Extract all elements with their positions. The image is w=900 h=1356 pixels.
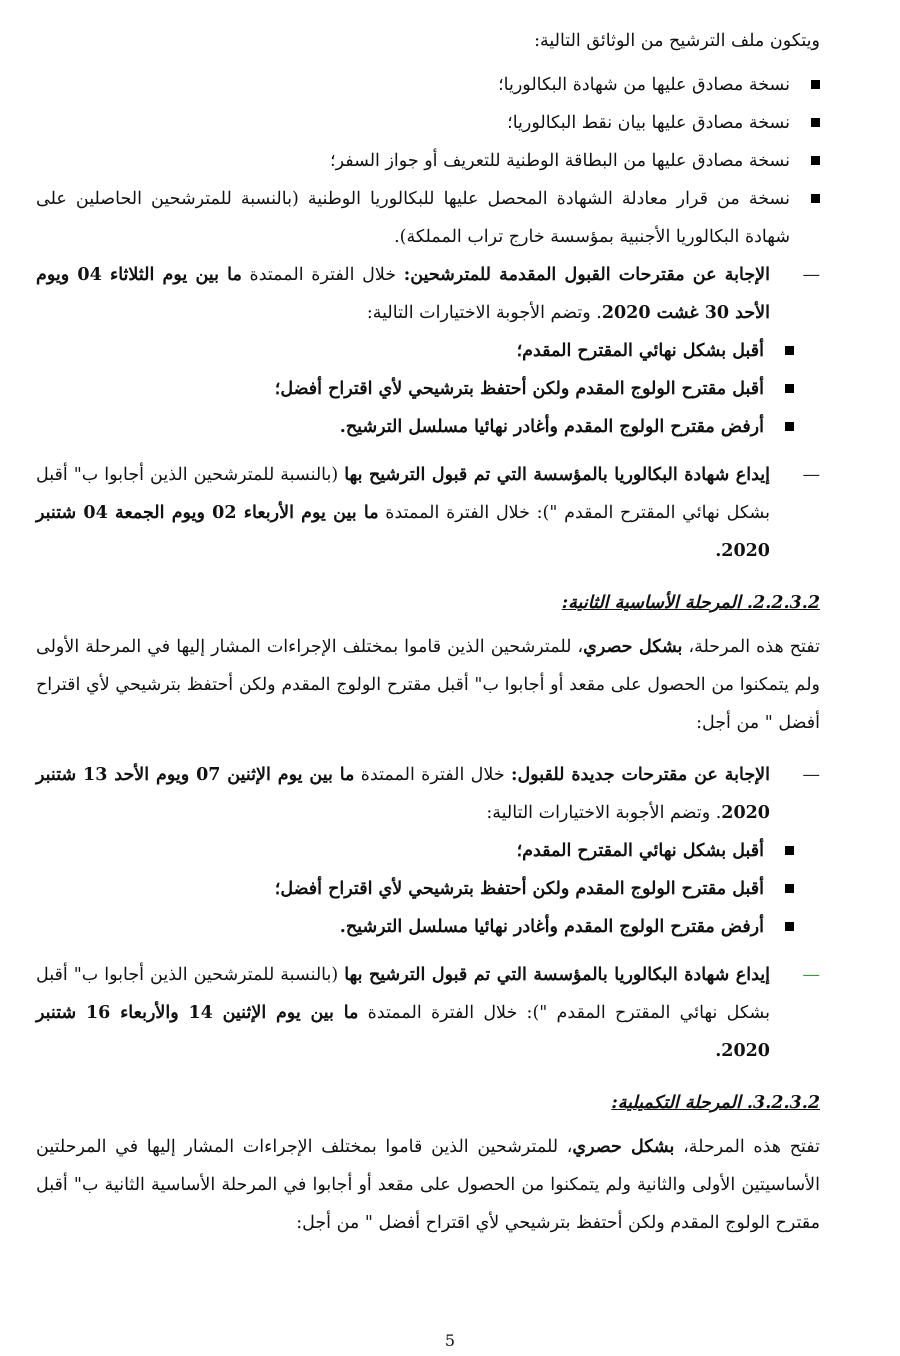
response-options-list [36, 832, 794, 946]
list-item: أقبل بشكل نهائي المقترح المقدم؛ [36, 332, 794, 370]
deposit-certificate-text: — إيداع شهادة البكالوريا بالمؤسسة التي تم قبول الترشيح بها (بالنسبة للمترشحين الذين أجابوا ب" أقبل بشكل نهائي المقترح المقدم "): خلال الفترة الممتدة ما بين يوم الإثنين 14 والأربعاء 16 شتنبر 2020. [36, 965, 771, 1061]
deposit-certificate-text: — إيداع شهادة البكالوريا بالمؤسسة التي تم قبول الترشيح بها (بالنسبة للمترشحين الذين أجابوا ب" أقبل بشكل نهائي المقترح المقدم "): خلال الفترة الممتدة ما بين يوم الأربعاء 02 ويوم الجمعة 04 شتنبر 2020. [36, 465, 771, 561]
section-paragraph: تفتح هذه المرحلة، بشكل حصري، للمترشحين الذين قاموا بمختلف الإجراءات المشار إليها في المرحلتين الأساسيتين الأولى والثانية ولم يتمكنوا من الحصول على مقعد أو أجابوا في المرحلة الأساسية الثانية ب" أقبل مقترح الولوج المقدم ولكن أحتفظ بترشيحي لأي اقتراح أفضل " من أجل: [36, 1137, 820, 1233]
documents-intro: ويتكون ملف الترشيح من الوثائق التالية: [534, 31, 820, 51]
list-item: نسخة مصادق عليها من البطاقة الوطنية للتعريف أو جواز السفر؛ [36, 142, 820, 180]
page-number: 5 [444, 1331, 456, 1350]
response-new-offers-item [36, 756, 820, 946]
list-item: أرفض مقترح الولوج المقدم وأغادر نهائيا مسلسل الترشيح. [36, 408, 794, 446]
list-item: أقبل بشكل نهائي المقترح المقدم؛ [36, 832, 794, 870]
response-new-offers-text: — الإجابة عن مقترحات جديدة للقبول: خلال الفترة الممتدة ما بين يوم الإثنين 07 ويوم الأحد 13 شتنبر 2020. وتضم الأجوبة الاختيارات التالية: [36, 765, 770, 823]
list-item: نسخة من قرار معادلة الشهادة المحصل عليها للبكالوريا الوطنية (بالنسبة للمترشحين الحاصلين على شهادة البكالوريا الأجنبية بمؤسسة خارج تراب المملكة). [36, 180, 820, 256]
list-item: أقبل مقترح الولوج المقدم ولكن أحتفظ بترشيحي لأي اقتراح أفضل؛ [36, 370, 794, 408]
list-item: نسخة مصادق عليها بيان نقط البكالوريا؛ [36, 104, 820, 142]
section-heading: 3.2.3.2. المرحلة التكميلية: [611, 1093, 820, 1113]
deposit-certificate-item [36, 956, 820, 1070]
list-item: أقبل مقترح الولوج المقدم ولكن أحتفظ بترشيحي لأي اقتراح أفضل؛ [36, 870, 794, 908]
response-offers-text: — الإجابة عن مقترحات القبول المقدمة للمترشحين: خلال الفترة الممتدة ما بين يوم الثلاثاء 04 ويوم الأحد 30 غشت 2020. وتضم الأجوبة الاختيارات التالية: [36, 265, 770, 323]
section-heading: 2.2.3.2. المرحلة الأساسية الثانية: [561, 593, 820, 613]
documents-list [36, 66, 820, 256]
list-item: نسخة مصادق عليها من شهادة البكالوريا؛ [36, 66, 820, 104]
document-page [36, 22, 820, 1256]
deposit-certificate-item [36, 456, 820, 570]
section-paragraph: تفتح هذه المرحلة، بشكل حصري، للمترشحين الذين قاموا بمختلف الإجراءات المشار إليها في المرحلة الأولى ولم يتمكنوا من الحصول على مقعد أو أجابوا ب" أقبل مقترح الولوج المقدم ولكن أحتفظ بترشيحي لأي اقتراح أفضل " من أجل: [36, 637, 821, 733]
list-item: أرفض مقترح الولوج المقدم وأغادر نهائيا مسلسل الترشيح. [36, 908, 794, 946]
response-options-list [36, 332, 794, 446]
response-offers-item [36, 256, 820, 446]
